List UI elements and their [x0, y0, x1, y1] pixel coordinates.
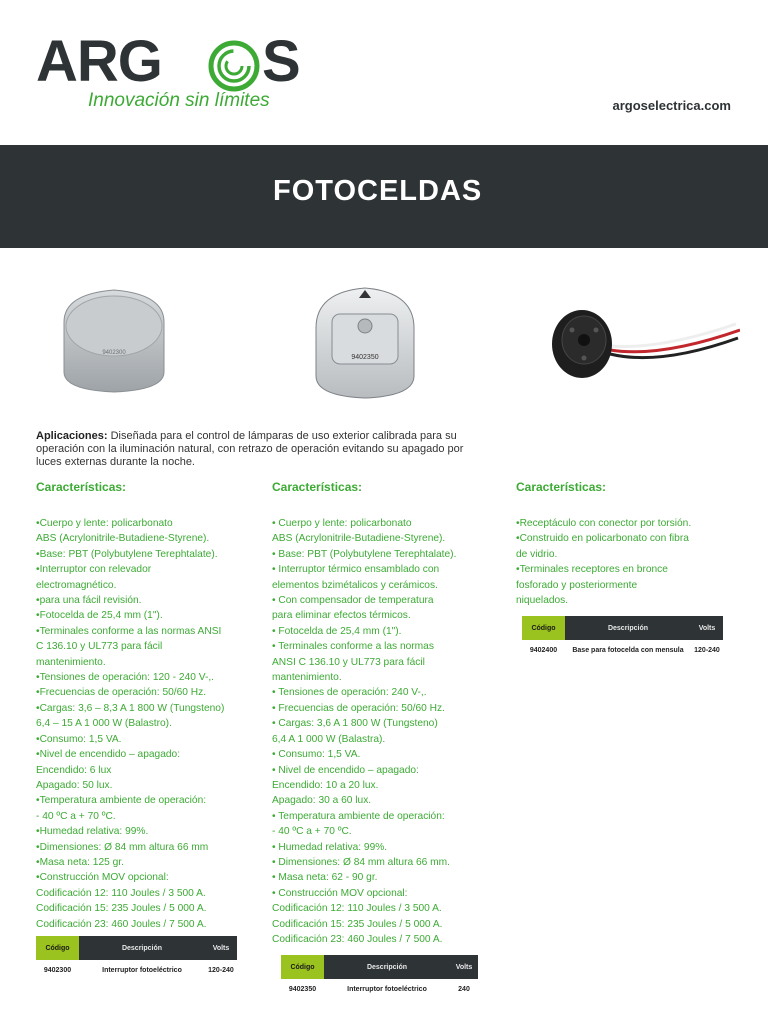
applications-text: Diseñada para el control de lámparas de uso exterior calibrada para su operación con la iluminación natural, con retrazo de operación evitando su apagado por luces externas durante la noche.	[36, 430, 464, 468]
product-description: Base para fotocelda con mensula	[572, 646, 684, 654]
product-description: Interruptor fotoeléctrico	[347, 985, 427, 993]
table-header-row	[281, 955, 478, 979]
feature-item: • Cargas: 3,6 A 1 800 W (Tungsteno) 6,4 A 1 000 W (Balastra).	[272, 718, 438, 745]
logo-wordmark-end: S	[262, 29, 301, 94]
feature-item: •Terminales receptores en bronce fosforado y posteriormente niquelados.	[516, 564, 668, 607]
applications-paragraph	[36, 430, 488, 469]
features-column-3	[516, 480, 756, 608]
column-header-volts: Volts	[450, 955, 478, 979]
column-header-volts: Volts	[691, 616, 723, 640]
feature-item: • Construcción MOV opcional: Codificación 12: 110 Joules / 3 500 A. Codificación 15: 235 Joules / 5 000 A. Codificación 23: 460 Joules / 7 500 A.	[272, 887, 443, 945]
feature-item: •Dimensiones: Ø 84 mm altura 66 mm	[36, 841, 209, 853]
feature-item: •Base: PBT (Polybutylene Terephtalate).	[36, 548, 218, 560]
product-volts: 120-240	[694, 646, 720, 654]
table-row	[36, 960, 237, 980]
title-banner	[0, 145, 768, 248]
feature-item: • Nivel de encendido – apagado: Encendido: 10 a 20 lux. Apagado: 30 a 60 lux.	[272, 764, 419, 807]
product-description: Interruptor fotoeléctrico	[102, 966, 182, 974]
feature-item: • Temperatura ambiente de operación: - 40 ºC a + 70 ºC.	[272, 810, 445, 838]
feature-item: •Terminales conforme a las normas ANSI C 136.10 y UL773 para fácil mantenimiento.	[36, 625, 222, 668]
column-header-description: Descripción	[79, 936, 205, 960]
product-label: 9402300	[102, 350, 126, 356]
feature-item: •Fotocelda de 25,4 mm (1").	[36, 610, 163, 622]
website-link[interactable]: argoselectrica.com	[612, 98, 731, 113]
applications-label: Aplicaciones:	[36, 430, 108, 442]
photocell-base-9402400-image	[550, 300, 740, 390]
feature-item: •Cuerpo y lente: policarbonato ABS (Acrylonitrile-Butadiene-Styrene).	[36, 518, 210, 545]
argos-logo	[36, 29, 316, 114]
feature-item: • Base: PBT (Polybutylene Terephtalate).	[272, 548, 457, 560]
feature-item: • Masa neta: 62 - 90 gr.	[272, 872, 378, 884]
features-list	[36, 516, 276, 932]
column-header-description: Descripción	[324, 955, 450, 979]
page-title: FOTOCELDAS	[273, 175, 483, 207]
feature-item: • Humedad relativa: 99%.	[272, 841, 388, 853]
column-header-code: Código	[281, 955, 324, 979]
feature-item: •Humedad relativa: 99%.	[36, 826, 149, 838]
column-header-code: Código	[36, 936, 79, 960]
product-label: 9402350	[351, 354, 379, 361]
product-table-9402350	[281, 955, 478, 999]
features-heading: Características:	[516, 480, 607, 494]
feature-item: •para una fácil revisión.	[36, 595, 142, 607]
column-header-description: Descripción	[565, 616, 691, 640]
feature-item: •Nivel de encendido – apagado: Encendido: 6 lux Apagado: 50 lux.	[36, 749, 181, 791]
feature-item: •Cargas: 3,6 – 8,3 A 1 800 W (Tungsteno) 6,4 – 15 A 1 000 W (Balastro).	[36, 702, 225, 730]
feature-item: • Interruptor térmico ensamblado con elementos bzimétalicos y cerámicos.	[272, 564, 440, 591]
features-list	[516, 516, 756, 608]
photocell-9402350-image	[310, 284, 420, 404]
product-code: 9402350	[288, 985, 317, 993]
features-column-2	[272, 480, 512, 947]
feature-item: • Cuerpo y lente: policarbonato ABS (Acrylonitrile-Butadiene-Styrene).	[272, 518, 446, 545]
product-code: 9402300	[43, 966, 72, 974]
feature-item: •Consumo: 1,5 VA.	[36, 733, 122, 745]
feature-item: • Dimensiones: Ø 84 mm altura 66 mm.	[272, 856, 450, 868]
feature-item: • Fotocelda de 25,4 mm (1").	[272, 625, 402, 637]
table-row	[522, 640, 723, 660]
feature-item: • Con compensador de temperatura para eliminar efectos térmicos.	[272, 595, 434, 622]
logo-ring-icon	[208, 40, 260, 92]
brand-tagline: Innovación sin límites	[88, 90, 270, 111]
features-column-1	[36, 480, 276, 932]
logo-wordmark: ARG	[36, 29, 162, 94]
feature-item: •Masa neta: 125 gr.	[36, 856, 124, 868]
product-code: 9402400	[529, 646, 558, 654]
product-volts: 120-240	[208, 966, 234, 974]
table-header-row	[522, 616, 723, 640]
column-header-code: Código	[522, 616, 565, 640]
product-table-9402400	[522, 616, 723, 660]
feature-item: •Interruptor con relevador electromagnético.	[36, 564, 152, 591]
feature-item: •Receptáculo con conector por torsión.	[516, 518, 692, 529]
table-row	[281, 979, 478, 999]
feature-item: •Construido en policarbonato con fibra de vidrio.	[516, 533, 689, 560]
product-table-9402300	[36, 936, 237, 980]
product-volts: 240	[458, 985, 470, 993]
feature-item: •Temperatura ambiente de operación: - 40 ºC a + 70 ºC.	[36, 795, 207, 822]
feature-item: •Tensiones de operación: 120 - 240 V-,.	[36, 672, 215, 684]
feature-item: •Construcción MOV opcional: Codificación 12: 110 Joules / 3 500 A. Codificación 15: 235 Joules / 5 000 A. Codificación 23: 460 Joules / 7 500 A.	[36, 872, 207, 930]
photocell-9402300-image	[58, 282, 170, 398]
table-header-row	[36, 936, 237, 960]
feature-item: • Tensiones de operación: 240 V-,.	[272, 687, 427, 699]
feature-item: • Consumo: 1,5 VA.	[272, 749, 361, 761]
features-list	[272, 516, 512, 947]
feature-item: •Frecuencias de operación: 50/60 Hz.	[36, 687, 207, 699]
features-heading: Características:	[272, 480, 363, 494]
feature-item: • Frecuencias de operación: 50/60 Hz.	[272, 702, 445, 714]
features-heading: Características:	[36, 480, 127, 494]
feature-item: • Terminales conforme a las normas ANSI C 136.10 y UL773 para fácil mantenimiento.	[272, 641, 434, 684]
column-header-volts: Volts	[205, 936, 237, 960]
